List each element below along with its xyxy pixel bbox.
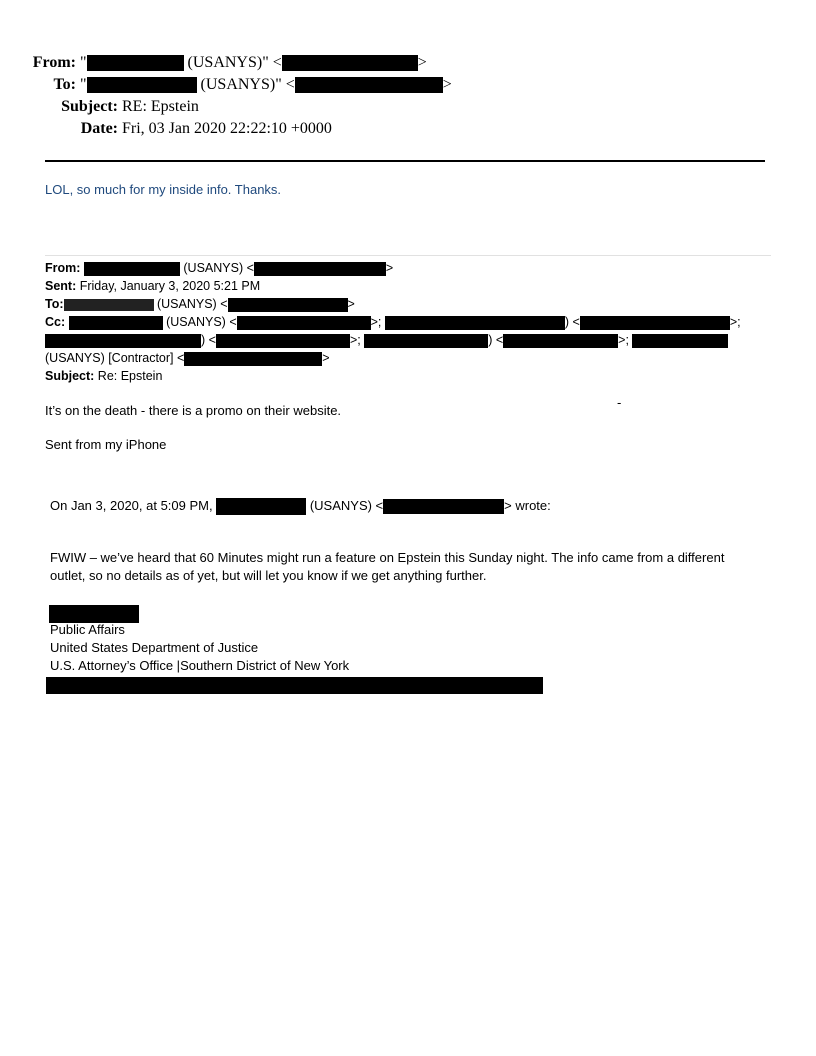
header-from-quote: " — [80, 54, 87, 71]
redaction — [69, 316, 163, 330]
fw-contractor-row — [45, 349, 330, 367]
redaction — [295, 77, 443, 93]
header-subject-label: Subject: — [61, 98, 118, 115]
message-separator — [45, 255, 771, 256]
header-divider — [45, 160, 765, 162]
header-to-quote: " — [80, 76, 87, 93]
header-from-label: From: — [32, 54, 76, 71]
fw-subject-label: Subject: — [45, 369, 95, 383]
header-from-org: (USANYS)" < — [183, 54, 282, 71]
redaction — [237, 316, 371, 330]
redaction — [254, 262, 386, 276]
redaction — [228, 298, 348, 312]
redaction — [216, 334, 350, 348]
body-dash: - — [617, 395, 622, 410]
sig-line-2: United States Department of Justice — [50, 640, 259, 655]
fw-from-label: From: — [45, 261, 81, 275]
header-from-close: > — [417, 54, 427, 71]
redaction — [45, 334, 201, 348]
header-from-row — [0, 52, 427, 74]
header-to-row — [0, 74, 452, 96]
redaction — [87, 77, 197, 93]
redaction — [503, 334, 618, 348]
redaction — [364, 334, 488, 348]
quoted-intro-pre: On Jan 3, 2020, at 5:09 PM, — [50, 498, 217, 513]
header-to-org: (USANYS)" < — [196, 76, 295, 93]
redaction — [282, 55, 418, 71]
fw-subject-row — [45, 367, 162, 385]
fw-gt: > — [385, 261, 394, 275]
fw-to-label: To: — [45, 297, 64, 311]
sig-line-3: U.S. Attorney’s Office |Southern District of New York — [50, 658, 350, 673]
fw-from-org: (USANYS) < — [179, 261, 254, 275]
redaction — [632, 334, 728, 348]
header-subject-value: RE: Epstein — [122, 98, 199, 115]
fw-sent-row — [45, 277, 260, 295]
fw-gt-semi: >; — [618, 333, 629, 347]
reply-text: LOL, so much for my inside info. Thanks. — [45, 182, 282, 197]
redaction — [84, 262, 180, 276]
redaction — [64, 299, 154, 311]
fw-sent-value: Friday, January 3, 2020 5:21 PM — [79, 279, 261, 293]
header-date-label: Date: — [80, 120, 118, 137]
quoted-paragraph-line-2: outlet, so no details as of yet, but will let you know if we get anything further. — [50, 568, 487, 583]
redaction — [46, 677, 543, 694]
fw-gt-semi: >; — [370, 315, 382, 329]
quoted-intro-org: (USANYS) < — [306, 498, 384, 513]
body-line-1: It’s on the death - there is a promo on their website. — [45, 403, 342, 418]
fw-gt-semi: >; — [729, 315, 741, 329]
redaction — [216, 498, 306, 515]
fw-cc-row — [45, 313, 741, 331]
redaction — [184, 352, 322, 366]
redaction — [87, 55, 184, 71]
quoted-intro — [50, 497, 551, 515]
fw-cc-label: Cc: — [45, 315, 66, 329]
redaction — [580, 316, 730, 330]
body-signature: Sent from my iPhone — [45, 437, 167, 452]
fw-contractor: (USANYS) [Contractor] < — [45, 351, 185, 365]
header-to-label: To: — [53, 76, 76, 93]
sig-line-1: Public Affairs — [50, 622, 125, 637]
fw-to-org: (USANYS) < — [153, 297, 228, 311]
fw-cc-org: (USANYS) < — [162, 315, 237, 329]
fw-sent-label: Sent: — [45, 279, 77, 293]
fw-gt: > — [347, 297, 355, 311]
header-subject-row — [0, 96, 199, 118]
quoted-paragraph-line-1: FWIW – we’ve heard that 60 Minutes might run a feature on Epstein this Sunday night. The info came from a different — [50, 550, 725, 565]
fw-cc-row-2 — [45, 331, 728, 349]
fw-gt: > — [322, 351, 330, 365]
quoted-intro-post: > wrote: — [504, 498, 551, 513]
fw-to-row — [45, 295, 355, 313]
header-date-row — [0, 118, 332, 140]
fw-paren-lt: ) < — [201, 333, 216, 347]
fw-paren-lt: ) < — [488, 333, 504, 347]
header-to-close: > — [442, 76, 452, 93]
fw-paren-lt: ) < — [564, 315, 580, 329]
fw-gt-semi: >; — [349, 333, 361, 347]
fw-subject-value: Re: Epstein — [97, 369, 163, 383]
header-date-value: Fri, 03 Jan 2020 22:22:10 +0000 — [122, 120, 332, 137]
redaction — [385, 316, 565, 330]
redaction — [383, 499, 504, 514]
fw-from-row — [45, 259, 393, 277]
